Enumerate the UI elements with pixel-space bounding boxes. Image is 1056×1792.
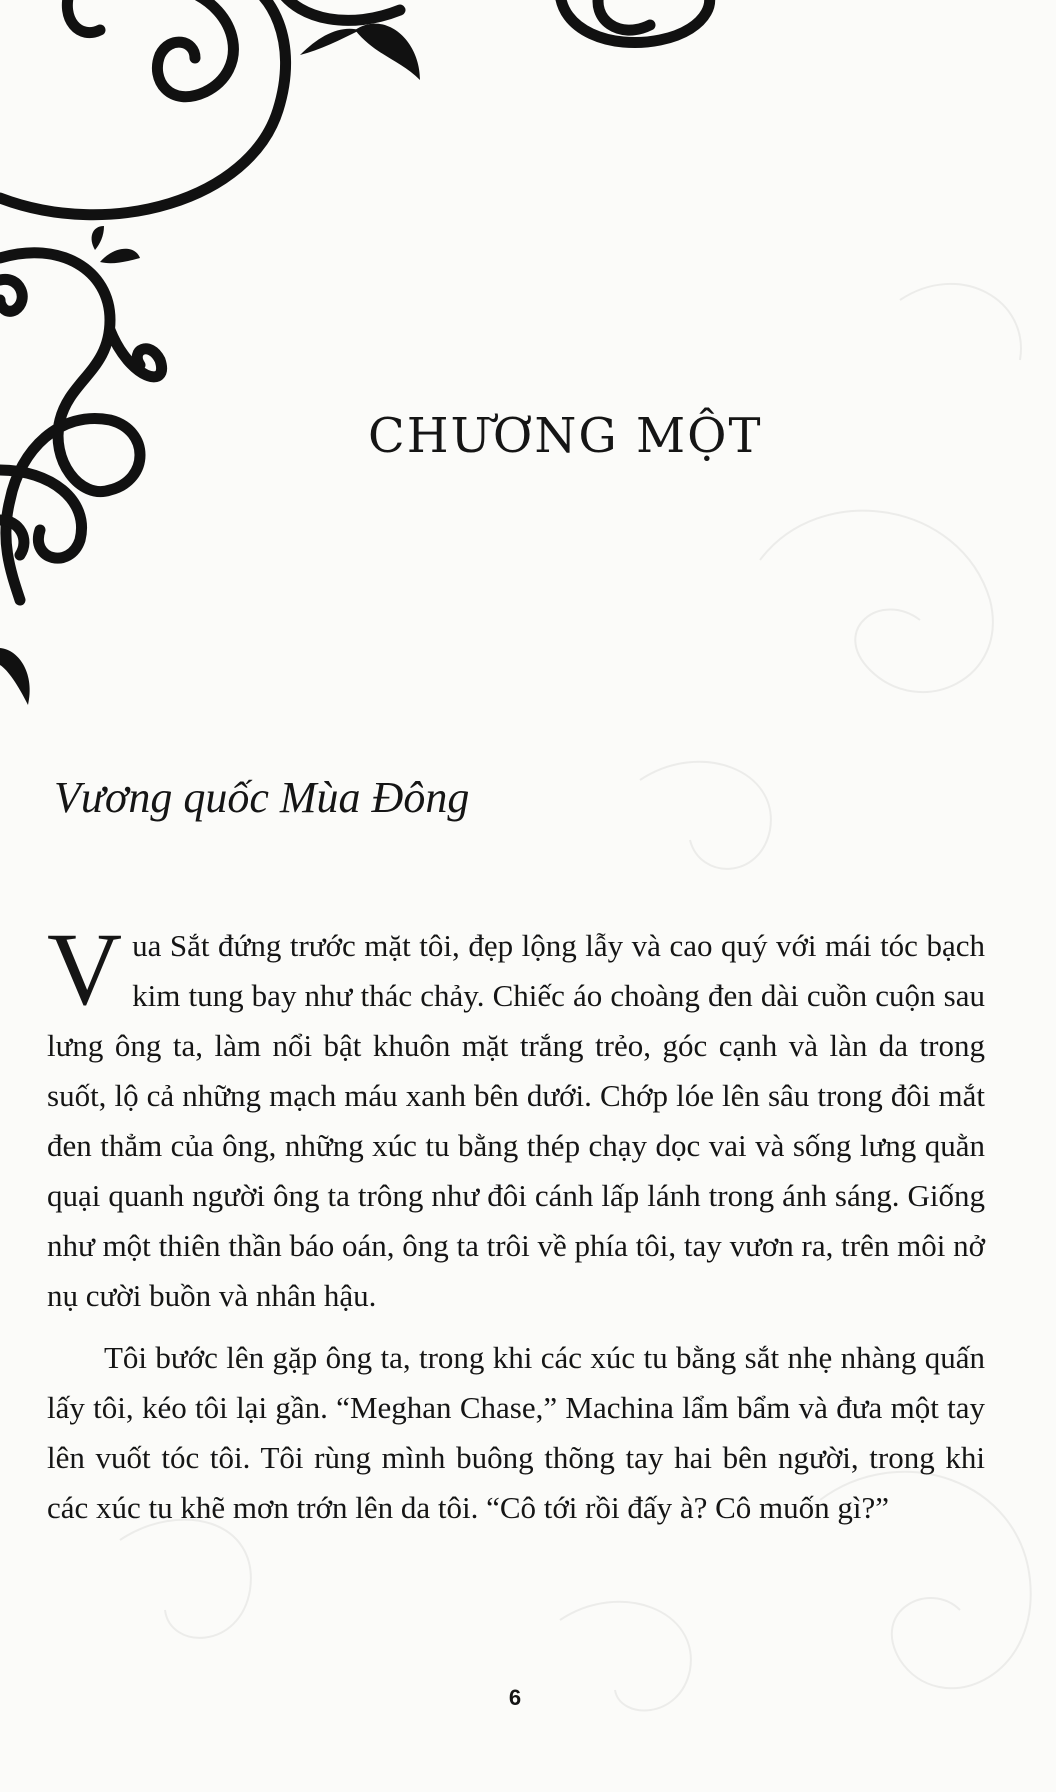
paragraph-2: Tôi bước lên gặp ông ta, trong khi các xúc tu bằng sắt nhẹ nhàng quấn lấy tôi, kéo tôi lại gần. “Meghan Chase,” Machina lẩm bẩm và đưa một tay lên vuốt tóc tôi. Tôi rùng mình buông thõng tay hai bên người, trong khi các xúc tu khẽ mơn trớn lên da tôi. “Cô tới rồi đấy à? Cô muốn gì?” xyxy=(47,1340,985,1525)
corner-vine-ornament xyxy=(0,0,760,720)
chapter-title: CHƯƠNG MỘT xyxy=(368,408,763,464)
page-number: 6 xyxy=(508,1685,522,1710)
section-title: Vương quốc Mùa Đông xyxy=(54,773,470,822)
paragraph-1-text: ua Sắt đứng trước mặt tôi, đẹp lộng lẫy và cao quý với mái tóc bạch kim tung bay như thác chảy. Chiếc áo choàng đen dài cuồn cuộn sau lưng ông ta, làm nổi bật khuôn mặt trắng trẻo, góc cạnh và làn da trong suốt, lộ cả những mạch máu xanh bên dưới. Chớp lóe lên sâu trong đôi mắt đen thẳm của ông, những xúc tu bằng thép chạy dọc vai và sống lưng quằn quại quanh người ông ta trông như đôi cánh lấp lánh trong ánh sáng. Giống như một thiên thần báo oán, ông ta trôi về phía tôi, tay vươn ra, trên môi nở nụ cười buồn và nhân hậu. xyxy=(47,928,985,1313)
drop-cap: V xyxy=(47,912,123,1027)
body-text xyxy=(47,912,985,1533)
paragraph-1 xyxy=(47,912,985,1321)
